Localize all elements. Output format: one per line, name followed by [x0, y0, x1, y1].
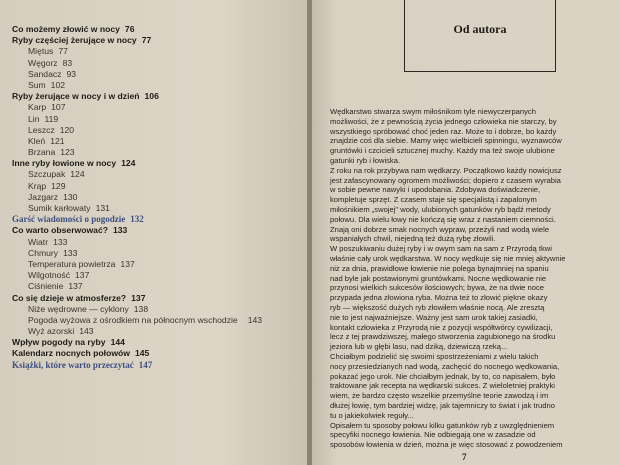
toc-entry — [12, 58, 304, 69]
toc-entry-page: 143 — [79, 326, 94, 337]
toc-entry-page: 102 — [50, 79, 66, 90]
text-line: tu o jakiekolwiek reguły... — [330, 410, 414, 420]
toc-entry-page: 124 — [70, 169, 85, 180]
toc-entry-page: 137 — [120, 258, 135, 269]
toc-entry-title: Leszcz — [28, 124, 55, 135]
text-line: połowu. Dla wielu łowy nie kończą się wraz z nastaniem ciemności. — [330, 214, 556, 224]
text-line: nie to jest najważniejsze. Ważny jest sam urok takiej zasiadki, — [330, 312, 538, 322]
toc-entry-title: Sandacz — [28, 68, 62, 79]
toc-entry-title: Węgorz — [28, 57, 58, 68]
toc-entry-title: Ryby żerujące w nocy i w dzień — [12, 91, 140, 102]
toc-entry-page: 143 — [247, 314, 263, 325]
right-page — [312, 0, 620, 465]
toc-entry-title: Wiatr — [28, 236, 49, 247]
toc-entry-title: Pogoda wyżowa z ośrodkiem na północnym wschodzie — [28, 314, 238, 325]
text-line: kontakt człowieka z Przyrodą nie z pozycji współtwórcy cywilizacji, — [330, 322, 553, 332]
toc-entry — [12, 136, 304, 147]
toc-entry-page: 137 — [131, 292, 146, 303]
toc-entry-title: Wilgotność — [28, 270, 71, 281]
toc-entry — [12, 214, 304, 225]
text-line: nad byle jak postawionymi gruntówkami. Nocne wędkowanie nie — [330, 273, 547, 283]
text-line: W poszukiwaniu dużej ryby i w owym sam na sam z Przyrodą tkwi — [330, 244, 552, 254]
toc-entry-page: 144 — [110, 337, 125, 348]
text-line: kompletuje sprzęt. Z czasem staje się specjalistą i zapalonym — [330, 195, 537, 205]
toc-entry-title: Ryby częściej żerujące w nocy — [12, 35, 137, 46]
toc-entry — [12, 348, 304, 359]
chapter-title: Od autora — [453, 22, 507, 36]
toc-entry — [12, 102, 304, 113]
text-line: Z roku na rok przybywa nam wędkarzy. Początkowo każdy nowicjusz — [330, 165, 562, 175]
toc-entry — [12, 114, 304, 125]
toc-entry — [12, 293, 304, 304]
toc-entry-page: 107 — [51, 102, 66, 113]
toc-entry-page: 137 — [75, 270, 90, 281]
text-line: Opisałem tu sposoby połowu kilku gatunków ryb z uwzględnieniem — [330, 420, 555, 430]
toc-entry-page: 133 — [53, 236, 68, 247]
toc-entry-page: 133 — [112, 225, 128, 236]
page-number: 7 — [462, 452, 467, 462]
toc-entry — [12, 326, 304, 337]
toc-entry — [12, 225, 304, 236]
toc-entry-page: 76 — [124, 24, 135, 34]
toc-entry-title: Brzana — [28, 147, 56, 158]
toc-entry-title: Miętus — [28, 46, 54, 57]
text-line: Znają oni dobrze smak nocnych wypraw, przeżyli nad wodą wiele — [330, 224, 550, 234]
text-line: Chciałbym podzielić się swoimi spostrzeżeniami z wielu takich — [330, 351, 539, 361]
toc-entry-title: Szczupak — [28, 169, 66, 180]
toc-entry-title: Lin — [28, 113, 40, 124]
text-line: pokazać jego urok. Nie chciałbym jednak, by to, co napisałem, było — [330, 371, 556, 381]
text-line: gatunki ryb i łowiska. — [330, 155, 401, 165]
toc-entry-page: 77 — [58, 46, 68, 57]
toc-entry-title: Kalendarz nocnych połowów — [12, 348, 130, 359]
toc-entry — [12, 147, 304, 158]
text-line: ryb — większość dużych ryb złowiłem właśnie nocą. Ale zresztą — [330, 302, 545, 312]
toc-entry — [12, 192, 304, 203]
toc-entry-title: Temperatura powietrza — [28, 258, 116, 269]
toc-entry-page: 93 — [66, 68, 77, 79]
toc-entry — [12, 360, 304, 371]
table-of-contents — [12, 24, 304, 371]
toc-entry — [12, 237, 304, 248]
text-line: wspaniałych chwil, niejedną też dużą rybę złowili. — [330, 234, 496, 244]
toc-entry — [12, 181, 304, 192]
toc-entry-page: 131 — [95, 203, 110, 213]
toc-entry — [12, 125, 304, 136]
toc-entry — [12, 304, 304, 315]
toc-entry-page: 129 — [51, 180, 66, 191]
preface-text — [330, 107, 612, 450]
toc-entry — [12, 203, 304, 214]
text-line: traktowane jak recepta na wędkarski sukces. Z wieloletniej praktyki — [330, 381, 555, 391]
toc-entry-title: Sumik karłowaty — [28, 203, 91, 213]
toc-entry — [12, 248, 304, 259]
text-line: wszystkiego spróbować choć jeden raz. Może to i dobrze, bo każdy — [330, 126, 557, 136]
toc-entry-page: 124 — [121, 158, 136, 169]
toc-entry — [12, 91, 304, 102]
toc-entry-page: 130 — [63, 191, 78, 202]
toc-entry-title: Co możemy złowić w nocy — [12, 24, 120, 34]
toc-entry — [12, 315, 304, 326]
text-line: nocy przesiedzianych nad wodą, zachęcić do nocnego wędkowania, — [330, 361, 560, 371]
text-line: miłośnikiem „swojej" wody, ulubionych gatunków ryb bądź metody — [330, 204, 551, 214]
toc-entry-page: 137 — [68, 281, 83, 292]
toc-entry-title: Niże wędrowne — cyklony — [28, 303, 129, 314]
toc-entry — [12, 158, 304, 169]
toc-entry-title: Wyż azorski — [28, 326, 75, 337]
toc-entry-page: 77 — [141, 35, 152, 46]
toc-entry — [12, 69, 304, 80]
toc-entry-title: Jazgarz — [28, 191, 59, 202]
text-line: specyfiki nocnego łowienia. Nie odbiegają one w zasadzie od — [330, 430, 536, 440]
toc-entry-page: 121 — [50, 135, 65, 146]
chapter-title-box — [404, 0, 556, 72]
toc-entry — [12, 281, 304, 292]
text-line: możliwości, że z pewnością życia jednego człowieka nie starczy, by — [330, 116, 557, 126]
toc-entry-page: 123 — [60, 147, 75, 158]
toc-entry-title: Karp — [28, 102, 47, 113]
text-line: gruntówki i czcicieli sztucznej muchy. Każdy ma też swoje ulubione — [330, 146, 555, 156]
toc-entry — [12, 259, 304, 270]
toc-entry-page: 138 — [133, 303, 149, 314]
toc-entry-title: Co się dzieje w atmosferze? — [12, 292, 127, 303]
toc-entry-page: 145 — [134, 348, 150, 359]
toc-entry-page: 132 — [130, 214, 144, 225]
text-line: niż za dnia, prawidłowe łowienie nie polega bynajmniej na spaniu — [330, 263, 549, 273]
toc-entry-title: Krąp — [28, 180, 47, 191]
text-line: sposobów łowienia w dzień, można je więc stosować z powodzeniem — [330, 440, 563, 450]
toc-entry — [12, 270, 304, 281]
text-line: w sobie pewne nawyki i upodobania. Zdobywa doświadczenie, — [330, 185, 541, 195]
toc-entry-title: Ciśnienie — [28, 281, 64, 292]
toc-entry — [12, 169, 304, 180]
toc-entry-title: Chmury — [28, 247, 59, 258]
text-line: przypada jedna złowiona ryba. Można też to złowić piękne okazy — [330, 293, 548, 303]
toc-entry — [12, 24, 304, 35]
toc-entry-title: Sum — [28, 79, 46, 90]
text-line: przynosi wielkich sukcesów ilościowych; bywa, że na dwie noce — [330, 283, 544, 293]
text-line: właśnie cały urok wędkarstwa. W nocy wędkuje się nie mniej aktywnie — [330, 253, 566, 263]
text-line: Wędkarstwo stwarza swym miłośnikom tyle niewyczerpanych — [330, 107, 536, 116]
text-line: jest zafascynowany ogromem możliwości; dopiero z czasem wyrabia — [330, 175, 561, 185]
toc-entry-title: Książki, które warto przeczytać — [12, 359, 134, 370]
text-line: wiem, że bardzo często wszelkie przemyślne teorie zawodzą i im — [330, 391, 549, 401]
text-line: jeziora lub w głębi lasu, nad dziką, dziewiczą rzeką... — [330, 342, 508, 352]
text-line: dłużej łowię, tym bardziej widzę, jak tajemniczy to świat i jak trudno — [330, 400, 555, 410]
toc-entry-page: 147 — [138, 359, 153, 370]
toc-entry-title: Inne ryby łowione w nocy — [12, 158, 117, 169]
toc-entry-page: 119 — [44, 113, 59, 124]
toc-entry-title: Garść wiadomości o pogodzie — [12, 214, 126, 225]
toc-entry-page: 133 — [63, 247, 78, 258]
toc-entry — [12, 46, 304, 57]
text-line: lecz z tej prawdziwszej, małego stworzenia zagubionego na środku — [330, 332, 556, 342]
toc-entry — [12, 80, 304, 91]
toc-entry-title: Wpływ pogody na ryby — [12, 337, 106, 348]
toc-entry-page: 106 — [144, 91, 159, 102]
toc-entry — [12, 35, 304, 46]
toc-entry-title: Kleń — [28, 135, 46, 146]
text-line: znajdzie coś dla siebie. Mamy więc wielbicieli spinningu, wyznawców — [330, 136, 562, 146]
toc-entry-title: Co warto obserwować? — [12, 225, 108, 236]
toc-entry-page: 120 — [59, 124, 75, 135]
toc-entry — [12, 337, 304, 348]
toc-entry-page: 83 — [62, 57, 73, 68]
